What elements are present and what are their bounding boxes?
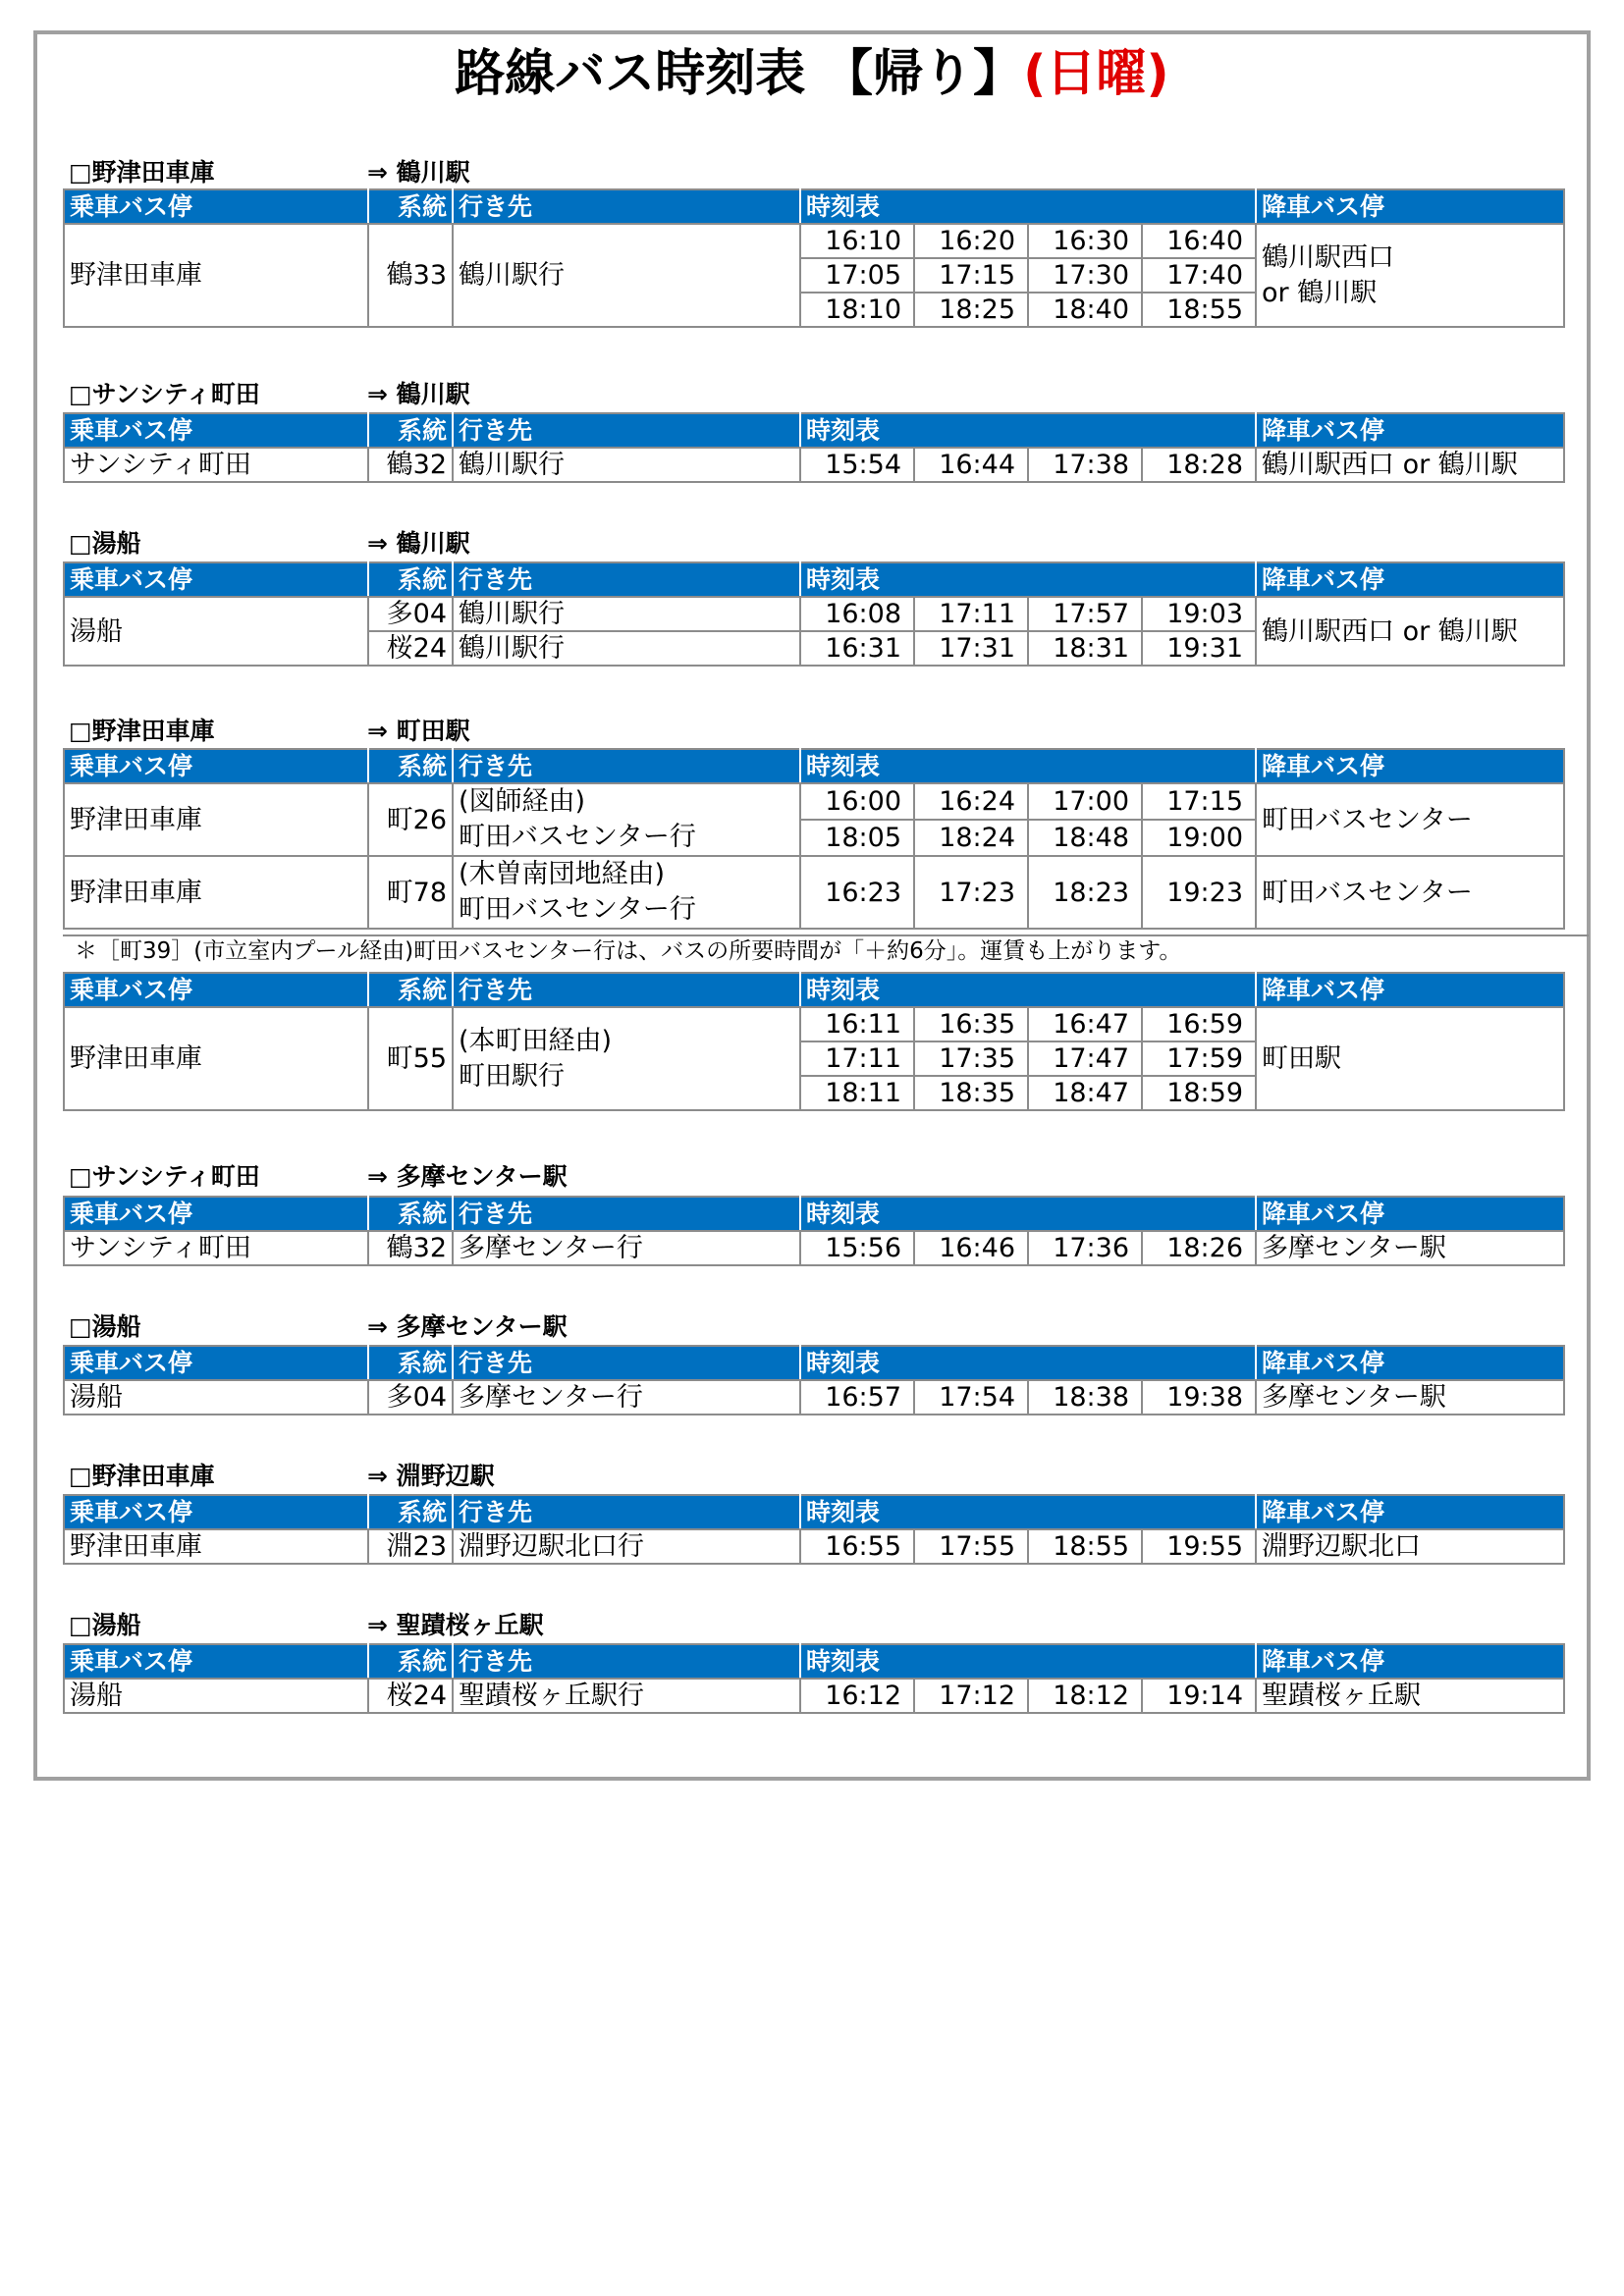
departure-time: 18:23 [1028, 856, 1142, 929]
header-stop: 乗車バス停 [64, 1346, 368, 1380]
destination: 聖蹟桜ヶ丘駅行 [453, 1679, 800, 1713]
header-timetable: 時刻表 [800, 562, 1256, 597]
departure-time: 18:40 [1028, 293, 1142, 327]
section-heading [69, 1461, 1443, 1492]
departure-time: 17:59 [1142, 1041, 1256, 1076]
header-row [64, 973, 1564, 1007]
departure-time: 18:26 [1142, 1231, 1256, 1265]
header-row [64, 1495, 1564, 1529]
departure-time: 19:00 [1142, 820, 1256, 856]
timetable [63, 1345, 1563, 1415]
departure-time: 16:59 [1142, 1007, 1256, 1041]
boarding-stop: 野津田車庫 [64, 1007, 368, 1110]
departure-time: 16:24 [914, 783, 1028, 820]
departure-time: 18:31 [1028, 631, 1142, 666]
departure-time: 15:54 [800, 448, 914, 482]
header-timetable: 時刻表 [800, 189, 1256, 224]
departure-time: 18:59 [1142, 1076, 1256, 1110]
section-origin: □野津田車庫 [69, 158, 215, 187]
departure-time: 17:23 [914, 856, 1028, 929]
header-destination: 行き先 [453, 413, 800, 448]
route-number: 町78 [368, 856, 453, 929]
header-timetable: 時刻表 [800, 749, 1256, 783]
page-title-day: (日曜) [1023, 45, 1169, 103]
header-timetable: 時刻表 [800, 1495, 1256, 1529]
route-number: 鶴32 [368, 1231, 453, 1265]
header-stop: 乗車バス停 [64, 749, 368, 783]
departure-time: 18:47 [1028, 1076, 1142, 1110]
section-destination: ⇒ 鶴川駅 [367, 380, 470, 408]
route-number: 鶴33 [368, 224, 453, 327]
departure-time: 18:12 [1028, 1679, 1142, 1713]
table-row [64, 1231, 1564, 1265]
section-heading [69, 528, 1443, 560]
departure-time: 18:05 [800, 820, 914, 856]
header-stop: 乗車バス停 [64, 1495, 368, 1529]
header-alight: 降車バス停 [1256, 973, 1564, 1007]
departure-time: 17:55 [914, 1529, 1028, 1564]
boarding-stop: 野津田車庫 [64, 1529, 368, 1564]
alighting-stop: 聖蹟桜ヶ丘駅 [1256, 1679, 1564, 1713]
departure-time: 16:23 [800, 856, 914, 929]
alighting-stop: 淵野辺駅北口 [1256, 1529, 1564, 1564]
departure-time: 19:03 [1142, 597, 1256, 631]
header-destination: 行き先 [453, 1197, 800, 1231]
alighting-stop: 鶴川駅西口 or 鶴川駅 [1256, 448, 1564, 482]
header-row [64, 1346, 1564, 1380]
header-row [64, 1197, 1564, 1231]
departure-time: 18:38 [1028, 1380, 1142, 1415]
route-number: 多04 [368, 597, 453, 631]
departure-time: 18:11 [800, 1076, 914, 1110]
departure-time: 16:44 [914, 448, 1028, 482]
destination: (木曽南団地経由) 町田バスセンター行 [453, 856, 800, 929]
page-title-main: 路線バス時刻表 【帰り】 [455, 45, 1024, 103]
header-route: 系統 [368, 189, 453, 224]
timetable-grid [63, 748, 1565, 930]
header-timetable: 時刻表 [800, 1197, 1256, 1231]
alighting-stop: 町田バスセンター [1256, 783, 1564, 856]
departure-time: 17:12 [914, 1679, 1028, 1713]
departure-time: 16:46 [914, 1231, 1028, 1265]
header-alight: 降車バス停 [1256, 1197, 1564, 1231]
header-row [64, 749, 1564, 783]
header-destination: 行き先 [453, 1644, 800, 1679]
departure-time: 16:11 [800, 1007, 914, 1041]
departure-time: 17:30 [1028, 258, 1142, 293]
section-destination: ⇒ 多摩センター駅 [367, 1162, 568, 1191]
header-destination: 行き先 [453, 749, 800, 783]
route-number: 淵23 [368, 1529, 453, 1564]
table-row [64, 856, 1564, 929]
departure-time: 18:35 [914, 1076, 1028, 1110]
departure-time: 16:08 [800, 597, 914, 631]
departure-time: 18:28 [1142, 448, 1256, 482]
timetable [63, 1494, 1563, 1565]
header-timetable: 時刻表 [800, 1644, 1256, 1679]
departure-time: 16:47 [1028, 1007, 1142, 1041]
alighting-stop: 町田駅 [1256, 1007, 1564, 1110]
departure-time: 18:10 [800, 293, 914, 327]
boarding-stop: 野津田車庫 [64, 224, 368, 327]
alighting-stop: 多摩センター駅 [1256, 1380, 1564, 1415]
header-alight: 降車バス停 [1256, 1495, 1564, 1529]
section-origin: □湯船 [69, 1611, 141, 1639]
section-heading [69, 716, 1443, 747]
header-destination: 行き先 [453, 1346, 800, 1380]
header-row [64, 1644, 1564, 1679]
route-number: 桜24 [368, 631, 453, 666]
departure-time: 16:12 [800, 1679, 914, 1713]
departure-time: 16:40 [1142, 224, 1256, 258]
boarding-stop: 湯船 [64, 597, 368, 666]
departure-time: 17:15 [1142, 783, 1256, 820]
header-row [64, 413, 1564, 448]
timetable-grid [63, 1345, 1565, 1415]
header-stop: 乗車バス停 [64, 973, 368, 1007]
departure-time: 18:48 [1028, 820, 1142, 856]
table-row [64, 597, 1564, 631]
destination: 鶴川駅行 [453, 631, 800, 666]
header-timetable: 時刻表 [800, 973, 1256, 1007]
departure-time: 18:55 [1142, 293, 1256, 327]
departure-time: 17:11 [914, 597, 1028, 631]
alighting-stop: 鶴川駅西口 or 鶴川駅 [1256, 597, 1564, 666]
timetable [63, 188, 1563, 328]
timetable [63, 412, 1563, 483]
departure-time: 17:47 [1028, 1041, 1142, 1076]
section-origin: □サンシティ町田 [69, 1162, 260, 1191]
section-destination: ⇒ 多摩センター駅 [367, 1312, 568, 1341]
section-destination: ⇒ 町田駅 [367, 717, 470, 745]
boarding-stop: サンシティ町田 [64, 448, 368, 482]
route-number: 多04 [368, 1380, 453, 1415]
departure-time: 19:55 [1142, 1529, 1256, 1564]
departure-time: 16:30 [1028, 224, 1142, 258]
header-route: 系統 [368, 562, 453, 597]
table-row [64, 1679, 1564, 1713]
departure-time: 18:55 [1028, 1529, 1142, 1564]
departure-time: 17:54 [914, 1380, 1028, 1415]
timetable-grid [63, 1643, 1565, 1714]
header-alight: 降車バス停 [1256, 749, 1564, 783]
departure-time: 16:10 [800, 224, 914, 258]
header-route: 系統 [368, 413, 453, 448]
destination: 多摩センター行 [453, 1380, 800, 1415]
page-title [0, 37, 1624, 112]
header-stop: 乗車バス停 [64, 1644, 368, 1679]
departure-time: 17:35 [914, 1041, 1028, 1076]
section-destination: ⇒ 鶴川駅 [367, 158, 470, 187]
timetable-grid [63, 1494, 1565, 1565]
timetable [63, 1196, 1563, 1266]
header-stop: 乗車バス停 [64, 189, 368, 224]
timetable-grid [63, 561, 1565, 667]
header-destination: 行き先 [453, 562, 800, 597]
table-row [64, 1380, 1564, 1415]
header-route: 系統 [368, 1495, 453, 1529]
timetable [63, 1643, 1563, 1714]
header-stop: 乗車バス停 [64, 1197, 368, 1231]
header-alight: 降車バス停 [1256, 189, 1564, 224]
destination: 鶴川駅行 [453, 224, 800, 327]
departure-time: 17:00 [1028, 783, 1142, 820]
departure-time: 17:36 [1028, 1231, 1142, 1265]
section-heading [69, 379, 1443, 410]
timetable-grid [63, 188, 1565, 328]
header-destination: 行き先 [453, 189, 800, 224]
destination: 鶴川駅行 [453, 448, 800, 482]
alighting-stop: 町田バスセンター [1256, 856, 1564, 929]
header-alight: 降車バス停 [1256, 562, 1564, 597]
departure-time: 16:20 [914, 224, 1028, 258]
section-heading [69, 1311, 1443, 1343]
route-number: 桜24 [368, 1679, 453, 1713]
departure-time: 16:57 [800, 1380, 914, 1415]
destination: (図師経由) 町田バスセンター行 [453, 783, 800, 856]
route-number: 町26 [368, 783, 453, 856]
timetable-grid [63, 972, 1565, 1111]
header-alight: 降車バス停 [1256, 1346, 1564, 1380]
departure-time: 19:23 [1142, 856, 1256, 929]
header-route: 系統 [368, 1197, 453, 1231]
header-route: 系統 [368, 1644, 453, 1679]
departure-time: 17:31 [914, 631, 1028, 666]
departure-time: 17:57 [1028, 597, 1142, 631]
header-timetable: 時刻表 [800, 413, 1256, 448]
departure-time: 16:00 [800, 783, 914, 820]
destination: (本町田経由) 町田駅行 [453, 1007, 800, 1110]
timetable [63, 972, 1563, 1111]
header-row [64, 189, 1564, 224]
destination: 鶴川駅行 [453, 597, 800, 631]
departure-time: 16:55 [800, 1529, 914, 1564]
table-row [64, 783, 1564, 820]
table-row [64, 1529, 1564, 1564]
departure-time: 19:31 [1142, 631, 1256, 666]
departure-time: 18:25 [914, 293, 1028, 327]
header-alight: 降車バス停 [1256, 413, 1564, 448]
destination: 淵野辺駅北口行 [453, 1529, 800, 1564]
alighting-stop: 鶴川駅西口 or 鶴川駅 [1256, 224, 1564, 327]
section-origin: □野津田車庫 [69, 1462, 215, 1490]
header-row [64, 562, 1564, 597]
section-origin: □湯船 [69, 529, 141, 558]
header-stop: 乗車バス停 [64, 562, 368, 597]
section-heading [69, 157, 1443, 188]
timetable [63, 561, 1563, 667]
section-destination: ⇒ 淵野辺駅 [367, 1462, 495, 1490]
section-origin: □サンシティ町田 [69, 380, 260, 408]
boarding-stop: 野津田車庫 [64, 856, 368, 929]
departure-time: 19:38 [1142, 1380, 1256, 1415]
header-alight: 降車バス停 [1256, 1644, 1564, 1679]
timetable [63, 748, 1563, 930]
timetable-grid [63, 412, 1565, 483]
boarding-stop: 湯船 [64, 1380, 368, 1415]
section-destination: ⇒ 鶴川駅 [367, 529, 470, 558]
section-origin: □湯船 [69, 1312, 141, 1341]
departure-time: 16:35 [914, 1007, 1028, 1041]
header-route: 系統 [368, 973, 453, 1007]
section-origin: □野津田車庫 [69, 717, 215, 745]
departure-time: 17:40 [1142, 258, 1256, 293]
departure-time: 17:38 [1028, 448, 1142, 482]
departure-time: 15:56 [800, 1231, 914, 1265]
departure-time: 17:11 [800, 1041, 914, 1076]
header-route: 系統 [368, 749, 453, 783]
section-destination: ⇒ 聖蹟桜ヶ丘駅 [367, 1611, 544, 1639]
departure-time: 18:24 [914, 820, 1028, 856]
departure-time: 19:14 [1142, 1679, 1256, 1713]
departure-time: 16:31 [800, 631, 914, 666]
section-heading [69, 1610, 1443, 1641]
departure-time: 17:05 [800, 258, 914, 293]
destination: 多摩センター行 [453, 1231, 800, 1265]
header-stop: 乗車バス停 [64, 413, 368, 448]
table-row [64, 224, 1564, 258]
table-row [64, 448, 1564, 482]
header-timetable: 時刻表 [800, 1346, 1256, 1380]
header-destination: 行き先 [453, 1495, 800, 1529]
table-row [64, 1007, 1564, 1041]
departure-time: 17:15 [914, 258, 1028, 293]
header-destination: 行き先 [453, 973, 800, 1007]
timetable-grid [63, 1196, 1565, 1266]
header-route: 系統 [368, 1346, 453, 1380]
footnote: ＊［町39］(市立室内プール経由)町田バスセンター行は、バスの所要時間が「＋約6分」。運賃も上がります。 [75, 938, 1182, 964]
alighting-stop: 多摩センター駅 [1256, 1231, 1564, 1265]
boarding-stop: 湯船 [64, 1679, 368, 1713]
boarding-stop: サンシティ町田 [64, 1231, 368, 1265]
section-heading [69, 1161, 1443, 1193]
route-number: 町55 [368, 1007, 453, 1110]
boarding-stop: 野津田車庫 [64, 783, 368, 856]
route-number: 鶴32 [368, 448, 453, 482]
